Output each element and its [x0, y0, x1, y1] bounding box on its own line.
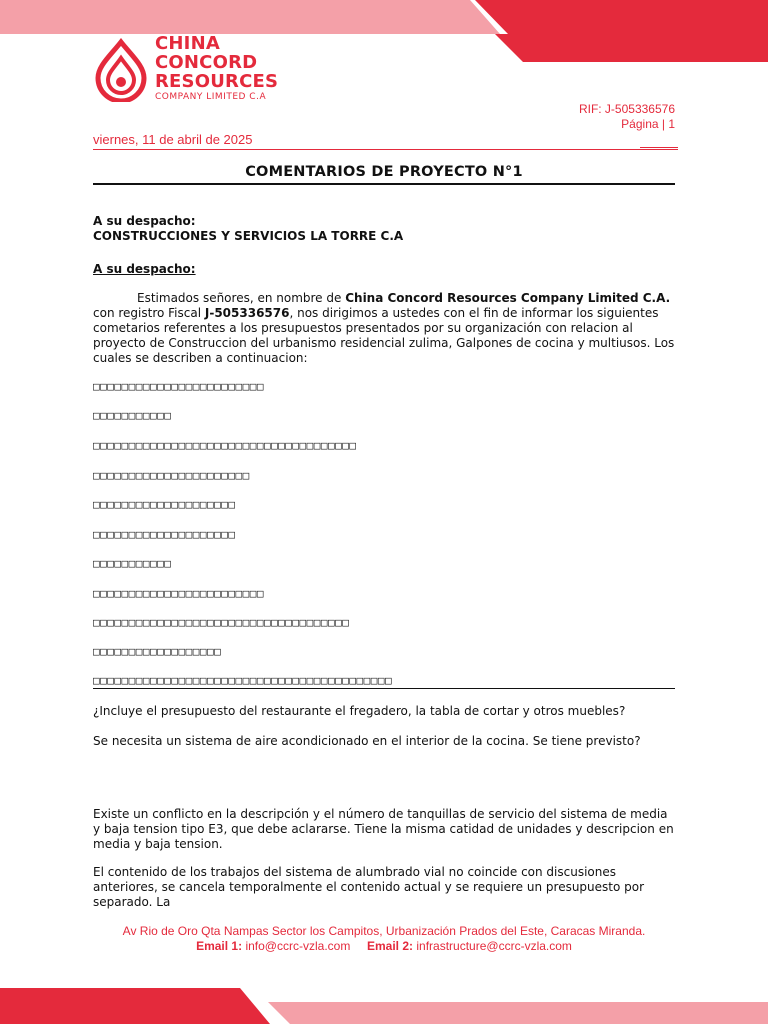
footer-decoration	[0, 988, 768, 1024]
logo-line-1: CHINA	[155, 33, 220, 54]
intro-company: China Concord Resources Company Limited C.A.	[345, 291, 671, 305]
intro-part-2: con registro Fiscal	[93, 306, 202, 320]
footer-address: Av Rio de Oro Qta Nampas Sector los Campitos, Urbanización Prados del Este, Caracas Miranda.	[122, 924, 646, 938]
footer-emails	[0, 939, 768, 954]
comment-4: El contenido de los trabajos del sistema de alumbrado vial no coincide con discusiones anteriores, se cancela temporalmente el contenido actual y se requiere un presupuesto por separado. La	[93, 865, 645, 909]
list-item: □□□□□□□□□□□□□□□□□□□□	[93, 498, 236, 511]
document-date: viernes, 11 de abril de 2025	[93, 132, 253, 147]
email-1-link[interactable]: info@ccrc-vzla.com	[245, 939, 351, 953]
list-item: □□□□□□□□□□□□□□□□□□□□□□□□□□□□□□□□□□□□	[93, 616, 350, 629]
title-divider	[93, 183, 675, 185]
company-logo	[155, 34, 278, 102]
logo-subtitle: COMPANY LIMITED C.A	[155, 92, 267, 102]
email-1-label: Email 1:	[196, 939, 243, 953]
page-number: Página | 1	[621, 117, 675, 131]
intro-paragraph	[93, 291, 678, 366]
logo-drop-icon	[92, 38, 150, 102]
logo-line-2: CONCORD	[155, 52, 258, 73]
intro-part-3: , nos dirigimos a ustedes con el fin de informar los siguientes cometarios referentes a los presupuestos presentados por su organización con relacion al proyecto de Construccion del urbanismo residencial zulima, Galpones de cocina y multiusos. Los cuales se describen a continuacion:	[93, 306, 675, 365]
list-item: □□□□□□□□□□□	[93, 409, 172, 422]
rif-number: RIF: J-505336576	[578, 102, 675, 116]
intro-part-1: Estimados señores, en nombre de	[137, 291, 342, 305]
email-2-label: Email 2:	[367, 939, 414, 953]
header-decoration	[0, 0, 768, 34]
date-divider	[93, 149, 678, 150]
document-meta	[579, 102, 675, 132]
list-item: □□□□□□□□□□□□□□□□□□□□□□□□□□□□□□□□□□□□□	[93, 439, 357, 452]
comment-1: ¿Incluye el presupuesto del restaurante el fregadero, la tabla de cortar y otros muebles?	[93, 704, 626, 718]
list-item: □□□□□□□□□□□□□□□□□□	[93, 645, 222, 658]
list-item: □□□□□□□□□□□□□□□□□□□□□□□□□□□□□□□□□□□□□□□□□□	[93, 674, 393, 687]
date-divider-accent	[640, 147, 678, 148]
logo-line-3: RESOURCES	[155, 71, 279, 92]
recipient-label-2: A su despacho:	[93, 262, 196, 276]
document-title: COMENTARIOS DE PROYECTO N°1	[245, 164, 523, 180]
comment-2: Se necesita un sistema de aire acondicionado en el interior de la cocina. Se tiene previsto?	[93, 734, 641, 748]
list-divider	[93, 688, 675, 689]
header-decoration-tail	[495, 34, 768, 64]
list-item: □□□□□□□□□□□	[93, 557, 172, 570]
recipient-company: CONSTRUCCIONES Y SERVICIOS LA TORRE C.A	[93, 229, 404, 243]
comment-3: Existe un conflicto en la descripción y el número de tanquillas de servicio del sistema de media y baja tension tipo E3, que debe aclararse. Tiene la misma catidad de unidades y descripcion en media y baja tension.	[93, 807, 674, 851]
intro-rif: J-505336576	[204, 306, 290, 320]
footer	[0, 924, 768, 954]
list-item: □□□□□□□□□□□□□□□□□□□□□□□□	[93, 380, 264, 393]
recipient-label: A su despacho:	[93, 214, 196, 228]
list-item: □□□□□□□□□□□□□□□□□□□□□□	[93, 469, 250, 482]
email-2-link[interactable]: infrastructure@ccrc-vzla.com	[416, 939, 572, 953]
list-item: □□□□□□□□□□□□□□□□□□□□□□□□	[93, 587, 264, 600]
list-item: □□□□□□□□□□□□□□□□□□□□	[93, 528, 236, 541]
